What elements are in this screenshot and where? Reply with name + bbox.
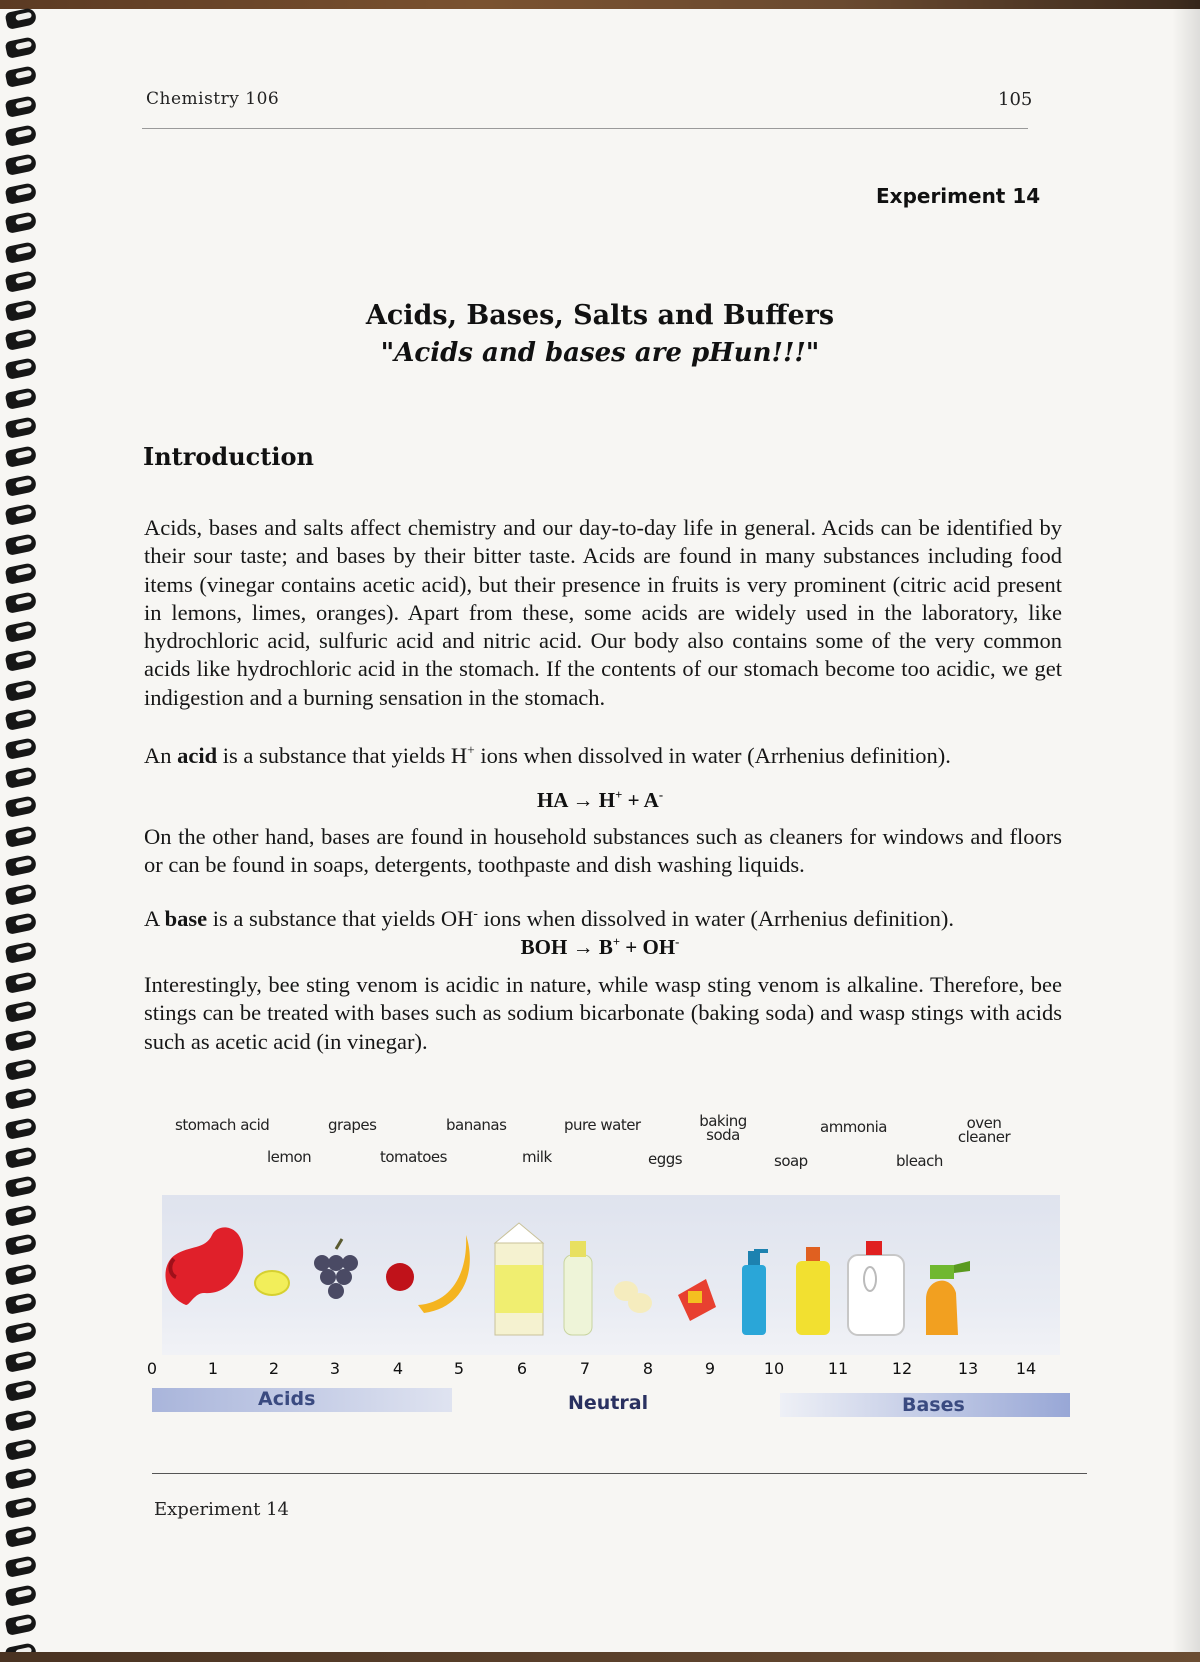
ph-number-1: 1	[207, 1359, 219, 1378]
experiment-label: Experiment 14	[876, 184, 1041, 208]
page-shadow	[1172, 0, 1200, 1662]
tomato-icon	[386, 1263, 414, 1291]
spiral-ring	[5, 270, 38, 293]
spiral-ring	[5, 1000, 38, 1023]
soap-icon	[742, 1251, 768, 1335]
page-bottom-edge	[0, 1652, 1200, 1662]
spiral-ring	[5, 474, 38, 497]
footer-text: Experiment 14	[154, 1499, 289, 1520]
spiral-ring	[5, 65, 38, 88]
eggs-icon	[614, 1281, 652, 1313]
spiral-ring	[5, 1584, 38, 1607]
spiral-ring	[5, 1175, 38, 1198]
spiral-ring	[5, 1233, 38, 1256]
spiral-ring	[5, 1117, 38, 1140]
label-tomatoes: tomatoes	[380, 1148, 447, 1166]
page-top-edge	[0, 0, 1200, 9]
banana-icon	[418, 1235, 470, 1313]
ph-number-9: 9	[704, 1359, 716, 1378]
spiral-ring	[5, 124, 38, 147]
label-lemon: lemon	[267, 1148, 312, 1166]
spiral-ring	[5, 182, 38, 205]
spiral-ring	[5, 1555, 38, 1578]
spiral-ring	[5, 211, 38, 234]
spiral-ring	[5, 533, 38, 556]
spiral-ring	[5, 7, 38, 30]
ph-scale-figure	[146, 1110, 1080, 1416]
spiral-ring	[5, 241, 38, 264]
label-eggs: eggs	[648, 1150, 683, 1168]
spiral-ring	[5, 503, 38, 526]
ph-number-13: 13	[957, 1359, 979, 1378]
spiral-ring	[5, 679, 38, 702]
ph-number-12: 12	[891, 1359, 913, 1378]
spiral-ring	[5, 883, 38, 906]
spiral-ring	[5, 649, 38, 672]
spiral-ring	[5, 591, 38, 614]
ph-number-4: 4	[392, 1359, 404, 1378]
bases-label: Bases	[902, 1394, 965, 1416]
label-pure-water: pure water	[564, 1116, 641, 1134]
spiral-binding	[0, 0, 50, 1662]
spiral-ring	[5, 854, 38, 877]
spiral-ring	[5, 708, 38, 731]
page-number: 105	[998, 89, 1033, 110]
spiral-ring	[5, 766, 38, 789]
spiral-ring	[5, 1613, 38, 1636]
label-grapes: grapes	[328, 1116, 377, 1134]
acids-label: Acids	[258, 1388, 316, 1410]
spiral-ring	[5, 1467, 38, 1490]
ph-number-11: 11	[827, 1359, 849, 1378]
label-bananas: bananas	[446, 1116, 507, 1134]
spiral-ring	[5, 737, 38, 760]
intro-paragraph: Acids, bases and salts affect chemistry and our day-to-day life in general. Acids can be identified by their sour taste; and bases by their bitter taste. Acids are found in many substances including food items (vinegar contains acetic acid), but their presence in fruits is very prominent (citric acid present in lemons, limes, oranges). Apart from these, some acids are widely used in the laboratory, like hydrochloric acid, sulfuric acid and nitric acid. Our body also contains some of the very common acids like hydrochloric acid in the stomach. If the contents of our stomach become too acidic, we get indigestion and a burning sensation in the stomach.	[144, 515, 1062, 710]
spiral-ring	[5, 1350, 38, 1373]
ph-number-0: 0	[146, 1359, 158, 1378]
ph-number-10: 10	[763, 1359, 785, 1378]
spiral-ring	[5, 95, 38, 118]
label-milk: milk	[522, 1148, 552, 1166]
label-stomach-acid: stomach acid	[175, 1116, 270, 1134]
spiral-ring	[5, 1204, 38, 1227]
spiral-ring	[5, 1409, 38, 1432]
bleach-jug-icon	[848, 1241, 904, 1335]
neutral-label: Neutral	[568, 1392, 649, 1414]
stomach-icon	[165, 1227, 243, 1305]
base-equation: BOH → B+ + OH-	[520, 935, 680, 959]
page-subtitle: "Acids and bases are pHun!!!"	[380, 338, 820, 368]
spiral-ring	[5, 1087, 38, 1110]
spiral-ring	[5, 912, 38, 935]
ph-number-3: 3	[329, 1359, 341, 1378]
label-ammonia: ammonia	[820, 1118, 887, 1136]
footer-rule	[152, 1473, 1087, 1474]
spiral-ring	[5, 620, 38, 643]
ph-number-6: 6	[516, 1359, 528, 1378]
spiral-ring	[5, 971, 38, 994]
ammonia-bottle-icon	[796, 1247, 830, 1335]
bases-paragraph: On the other hand, bases are found in household substances such as cleaners for windows and floors or can be found in soaps, detergents, toothpaste and dish washing liquids.	[144, 824, 1062, 878]
spiral-ring	[5, 562, 38, 585]
milk-carton-icon	[495, 1223, 543, 1335]
spiral-ring	[5, 416, 38, 439]
grapes-icon	[314, 1239, 358, 1299]
spiral-ring	[5, 153, 38, 176]
section-heading: Introduction	[143, 442, 314, 471]
spiral-ring	[5, 1029, 38, 1052]
spiral-ring	[5, 1525, 38, 1548]
spiral-ring	[5, 825, 38, 848]
ph-number-7: 7	[579, 1359, 591, 1378]
water-bottle-icon	[564, 1241, 592, 1335]
acid-equation: HA → H+ + A-	[536, 788, 664, 812]
label-soap: soap	[774, 1152, 808, 1170]
ph-illustrations	[150, 1195, 1080, 1360]
spiral-ring	[5, 1321, 38, 1344]
base-definition: A base is a substance that yields OH- ions when dissolved in water (Arrhenius definition).	[144, 905, 955, 931]
lemon-icon	[255, 1271, 289, 1295]
spiral-ring	[5, 1146, 38, 1169]
header-rule	[142, 128, 1028, 129]
ph-number-5: 5	[453, 1359, 465, 1378]
spiral-ring	[5, 1438, 38, 1461]
label-baking-soda: baking soda	[699, 1112, 747, 1144]
spiral-ring	[5, 445, 38, 468]
label-bleach: bleach	[896, 1152, 943, 1170]
ph-number-8: 8	[642, 1359, 654, 1378]
ph-number-2: 2	[268, 1359, 280, 1378]
spiral-ring	[5, 1263, 38, 1286]
spiral-ring	[5, 1496, 38, 1519]
spiral-ring	[5, 36, 38, 59]
label-oven-cleaner: oven cleaner	[957, 1114, 1011, 1146]
acid-definition: An acid is a substance that yields H+ ions when dissolved in water (Arrhenius definition).	[144, 742, 951, 768]
baking-soda-icon	[678, 1279, 716, 1321]
spiral-ring	[5, 1292, 38, 1315]
spiral-ring	[5, 1058, 38, 1081]
spiral-ring	[5, 1379, 38, 1402]
oven-cleaner-icon	[926, 1261, 970, 1335]
ph-number-14: 14	[1015, 1359, 1037, 1378]
running-header-course: Chemistry 106	[146, 89, 280, 109]
page-title: Acids, Bases, Salts and Buffers	[365, 300, 835, 331]
spiral-ring	[5, 387, 38, 410]
sting-paragraph: Interestingly, bee sting venom is acidic in nature, while wasp sting venom is alkaline. Therefore, bee stings can be treated with bases such as sodium bicarbonate (baking soda) and wasp stings with acids such as acetic acid (in vinegar).	[144, 972, 1062, 1054]
